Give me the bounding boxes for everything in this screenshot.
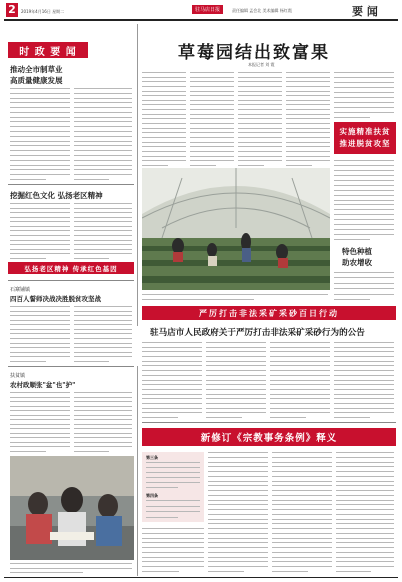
lead-title: 草莓园结出致富果	[178, 43, 330, 63]
news2-title: 挖掘红色文化 弘扬老区精神	[10, 191, 103, 200]
law-banner: 新修订《宗教事务条例》释义	[142, 428, 396, 446]
greenhouse-photo	[142, 168, 330, 290]
side-banner-line2: 推进脱贫攻坚	[339, 139, 391, 148]
news4-title: 农村政顺张"盆"也"护"	[10, 381, 76, 389]
page-number: 2	[6, 3, 18, 17]
side-banner-line1: 实施精准扶贫	[339, 127, 391, 136]
editor-line: 责任编辑 孟会北 美术编辑 杨红霞	[232, 8, 292, 13]
news1-title: 推动全市制草业	[10, 65, 63, 74]
side-banner	[334, 122, 396, 154]
paper-name: 驻马店日报	[192, 5, 223, 14]
campaign-banner: 严厉打击非法采矿采砂百日行动	[142, 306, 396, 320]
column-banner: 时 政 要 闻	[8, 42, 88, 58]
photo-caption-line1: 特色种植	[342, 247, 372, 256]
section-title: 要 闻	[352, 5, 378, 18]
lead-byline: 本报记者 刘 霞	[248, 62, 275, 67]
campaign-title: 驻马店市人民政府关于严厉打击非法采矿采砂行为的公告	[150, 328, 365, 338]
photo-caption-line2: 助农增收	[342, 258, 372, 267]
news1-subtitle: 高质量健康发展	[10, 76, 63, 85]
law-q2-label: 第四条	[146, 493, 158, 498]
slogan-banner: 弘扬老区精神 传承红色基因	[8, 262, 134, 274]
law-q1-label: 第三条	[146, 455, 158, 460]
news3-title: 四百人誓师决战决胜脱贫攻坚战	[10, 295, 101, 303]
date-line: 2019年4月16日 星期二	[21, 9, 65, 14]
news3-kicker: 石寨铺镇	[10, 287, 31, 293]
children-reading-photo	[10, 456, 134, 560]
news4-kicker: 扶贫镇	[10, 373, 26, 379]
